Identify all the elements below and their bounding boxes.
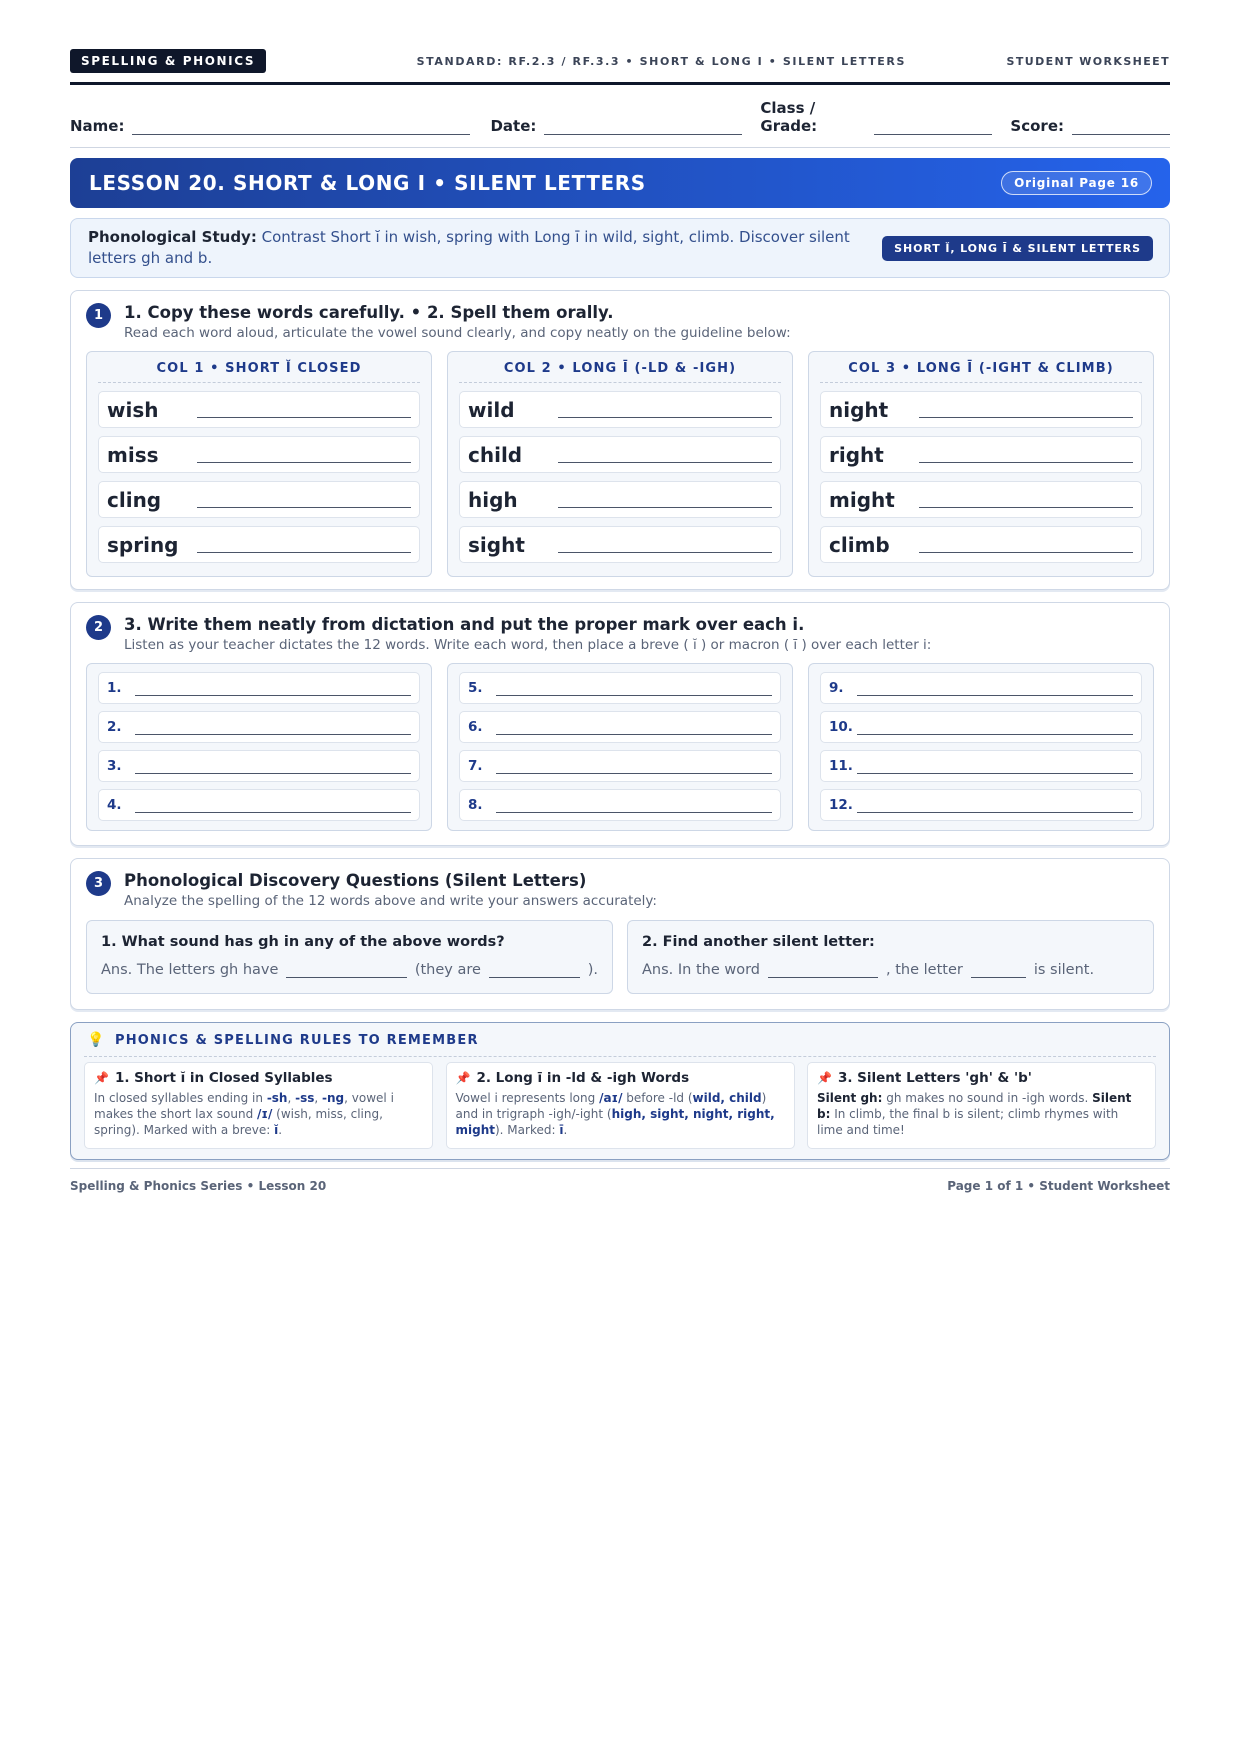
- answer-blank[interactable]: [286, 965, 406, 978]
- copy-line[interactable]: [919, 507, 1133, 508]
- word-column-3: [808, 351, 1154, 577]
- score-field[interactable]: [1010, 117, 1170, 135]
- copy-line[interactable]: [919, 417, 1133, 418]
- dictation-row: [459, 711, 781, 743]
- page-footer: [70, 1168, 1170, 1193]
- standard-label: STANDARD: RF.2.3 / RF.3.3 • SHORT & LONG I • SILENT LETTERS: [416, 54, 907, 68]
- rules-panel: [70, 1022, 1170, 1160]
- dictation-row: [820, 789, 1142, 821]
- spelling-word: wild: [468, 397, 515, 422]
- class-grade-field[interactable]: [760, 99, 992, 135]
- word-row: [459, 391, 781, 428]
- answer-line[interactable]: [135, 773, 411, 774]
- dictation-row: [820, 672, 1142, 704]
- item-number: 1.: [107, 680, 122, 696]
- focus-badge: SHORT Ĭ, LONG Ī & SILENT LETTERS: [882, 236, 1153, 261]
- spelling-word: miss: [107, 442, 159, 467]
- spelling-word: cling: [107, 487, 162, 512]
- section-header: [86, 291, 1154, 343]
- dictation-row: [98, 789, 420, 821]
- footer-page-info: Page 1 of 1 • Student Worksheet: [947, 1179, 1170, 1193]
- dictation-row: [98, 711, 420, 743]
- score-line[interactable]: [1072, 120, 1170, 135]
- question-title: 1. What sound has gh in any of the above words?: [101, 934, 505, 950]
- section-discovery-questions: [70, 858, 1170, 1010]
- spelling-word: high: [468, 487, 518, 512]
- section-title: 1. Copy these words carefully. • 2. Spell them orally.: [124, 303, 614, 322]
- name-label: Name:: [70, 117, 125, 135]
- section-copy-words: [70, 290, 1170, 590]
- word-row: [820, 526, 1142, 563]
- dictation-row: [820, 750, 1142, 782]
- item-number: 12.: [829, 797, 853, 813]
- answer-line[interactable]: [135, 734, 411, 735]
- date-line[interactable]: [544, 120, 742, 135]
- lightbulb-icon: 💡: [87, 1032, 105, 1048]
- answer-line[interactable]: [496, 734, 772, 735]
- item-number: 11.: [829, 758, 853, 774]
- answer-blank[interactable]: [768, 965, 878, 978]
- date-label: Date:: [490, 117, 537, 135]
- original-page-badge: Original Page 16: [1001, 171, 1152, 195]
- rule-card-long-i: [446, 1062, 795, 1149]
- section-number: 1: [86, 303, 111, 328]
- word-row: [459, 436, 781, 473]
- copy-line[interactable]: [558, 417, 772, 418]
- copy-line[interactable]: [919, 462, 1133, 463]
- section-subtitle: Analyze the spelling of the 12 words above and write your answers accurately:: [124, 893, 657, 909]
- item-number: 3.: [107, 758, 122, 774]
- copy-line[interactable]: [558, 462, 772, 463]
- spelling-word: climb: [829, 532, 890, 557]
- name-field[interactable]: [70, 117, 470, 135]
- section-title: Phonological Discovery Questions (Silent Letters): [124, 871, 587, 890]
- copy-line[interactable]: [197, 507, 411, 508]
- section-number: 3: [86, 871, 111, 896]
- word-row: [98, 526, 420, 563]
- answer-line[interactable]: [496, 773, 772, 774]
- word-row: [820, 436, 1142, 473]
- dictation-row: [459, 672, 781, 704]
- item-number: 2.: [107, 719, 122, 735]
- rule-card-silent-letters: [807, 1062, 1156, 1149]
- answer-prefix: Ans. The letters gh have: [101, 962, 279, 978]
- column-header: COL 2 • LONG Ī (-LD & -IGH): [459, 352, 781, 383]
- answer-line[interactable]: [135, 695, 411, 696]
- dictation-column-2: [447, 663, 793, 831]
- column-header: COL 3 • LONG Ī (-IGHT & CLIMB): [820, 352, 1142, 383]
- brand-badge: SPELLING & PHONICS: [70, 49, 266, 73]
- word-column-1: [86, 351, 432, 577]
- answer-prefix: Ans. In the word: [642, 962, 761, 978]
- spelling-word: might: [829, 487, 895, 512]
- rule-body: Vowel i represents long /aɪ/ before -ld (wild, child) and in trigraph -igh/-ight (high, sight, night, right, might). Marked: ī.: [455, 1091, 775, 1137]
- item-number: 7.: [468, 758, 483, 774]
- section-dictation: [70, 602, 1170, 846]
- rule-body: In closed syllables ending in -sh, -ss, -ng, vowel i makes the short lax sound /ɪ/ (wish, miss, cling, spring). Marked with a breve: ĭ.: [94, 1091, 394, 1137]
- phonological-study-bar: [70, 218, 1170, 278]
- spelling-word: right: [829, 442, 884, 467]
- dictation-column-3: [808, 663, 1154, 831]
- answer-mid: (they are: [414, 962, 481, 978]
- date-field[interactable]: [490, 117, 742, 135]
- word-row: [459, 481, 781, 518]
- rules-heading: PHONICS & SPELLING RULES TO REMEMBER: [115, 1033, 479, 1048]
- word-row: [98, 481, 420, 518]
- answer-line[interactable]: [857, 734, 1133, 735]
- answer-line[interactable]: [496, 695, 772, 696]
- copy-line[interactable]: [558, 507, 772, 508]
- class-grade-label: Class / Grade:: [760, 99, 818, 135]
- lesson-title: LESSON 20. SHORT & LONG I • SILENT LETTERS: [89, 171, 646, 195]
- study-description: [88, 227, 882, 269]
- pushpin-icon: 📌: [455, 1071, 471, 1085]
- section-title: 3. Write them neatly from dictation and put the proper mark over each i.: [124, 615, 805, 634]
- item-number: 8.: [468, 797, 483, 813]
- question-box-silent-letter: [627, 920, 1154, 994]
- spelling-word: child: [468, 442, 523, 467]
- answer-line[interactable]: [857, 773, 1133, 774]
- section-header: [86, 859, 1154, 911]
- study-text: Contrast Short ĭ in wish, spring with Long ī in wild, sight, climb. Discover silent letters gh and b.: [88, 228, 850, 267]
- rule-body: Silent gh: gh makes no sound in -igh words. Silent b: In climb, the final b is silent; climb rhymes with lime and time!: [817, 1091, 1132, 1137]
- dictation-column-1: [86, 663, 432, 831]
- footer-series: Spelling & Phonics Series • Lesson 20: [70, 1179, 327, 1193]
- name-line[interactable]: [132, 120, 470, 135]
- rule-title: 📌 1. Short ĭ in Closed Syllables: [94, 1070, 333, 1086]
- section-header: [86, 603, 1154, 655]
- word-column-2: [447, 351, 793, 577]
- word-row: [820, 391, 1142, 428]
- answer-mid: , the letter: [886, 962, 963, 978]
- spelling-word: spring: [107, 532, 179, 557]
- spelling-word: sight: [468, 532, 525, 557]
- pushpin-icon: 📌: [817, 1071, 832, 1085]
- lesson-title-bar: [70, 158, 1170, 208]
- answer-line[interactable]: [496, 812, 772, 813]
- word-row: [98, 436, 420, 473]
- answer-end: is silent.: [1033, 962, 1095, 978]
- section-subtitle: Listen as your teacher dictates the 12 words. Write each word, then place a breve ( ĭ ) or macron ( ī ) over each letter i:: [124, 637, 932, 653]
- answer-line[interactable]: [857, 812, 1133, 813]
- copy-line[interactable]: [197, 552, 411, 553]
- answer-end: ).: [587, 962, 598, 978]
- answer-line-group: [642, 962, 1139, 978]
- item-number: 4.: [107, 797, 122, 813]
- spelling-word: wish: [107, 397, 159, 422]
- answer-blank[interactable]: [489, 965, 580, 978]
- dictation-row: [459, 789, 781, 821]
- answer-line-group: [101, 962, 598, 978]
- worksheet-page: [70, 0, 1170, 1193]
- item-number: 9.: [829, 680, 844, 696]
- copy-line[interactable]: [919, 552, 1133, 553]
- study-label: Phonological Study:: [88, 228, 257, 246]
- rules-header: [84, 1023, 1156, 1057]
- item-number: 10.: [829, 719, 853, 735]
- word-row: [459, 526, 781, 563]
- question-title: 2. Find another silent letter:: [642, 934, 875, 950]
- top-header: [70, 48, 1170, 85]
- answer-blank[interactable]: [971, 965, 1026, 978]
- section-number: 2: [86, 615, 111, 640]
- section-subtitle: Read each word aloud, articulate the vowel sound clearly, and copy neatly on the guideline below:: [124, 325, 791, 341]
- copy-line[interactable]: [197, 417, 411, 418]
- student-info-row: [70, 95, 1170, 148]
- score-label: Score:: [1010, 117, 1064, 135]
- column-header: COL 1 • SHORT Ĭ CLOSED: [98, 352, 420, 383]
- rule-title: 📌 2. Long ī in -ld & -igh Words: [455, 1070, 690, 1086]
- word-row: [98, 391, 420, 428]
- dictation-row: [459, 750, 781, 782]
- pushpin-icon: 📌: [94, 1071, 109, 1085]
- copy-line[interactable]: [197, 462, 411, 463]
- item-number: 5.: [468, 680, 483, 696]
- dictation-row: [98, 672, 420, 704]
- dictation-row: [820, 711, 1142, 743]
- question-box-gh: [86, 920, 613, 994]
- dictation-row: [98, 750, 420, 782]
- answer-line[interactable]: [857, 695, 1133, 696]
- spelling-word: night: [829, 397, 889, 422]
- rule-title: 📌 3. Silent Letters 'gh' & 'b': [817, 1070, 1032, 1086]
- copy-line[interactable]: [558, 552, 772, 553]
- item-number: 6.: [468, 719, 483, 735]
- answer-line[interactable]: [135, 812, 411, 813]
- class-grade-line[interactable]: [874, 120, 992, 135]
- word-row: [820, 481, 1142, 518]
- rule-card-short-i: [84, 1062, 433, 1149]
- worksheet-type-label: STUDENT WORKSHEET: [1006, 54, 1170, 68]
